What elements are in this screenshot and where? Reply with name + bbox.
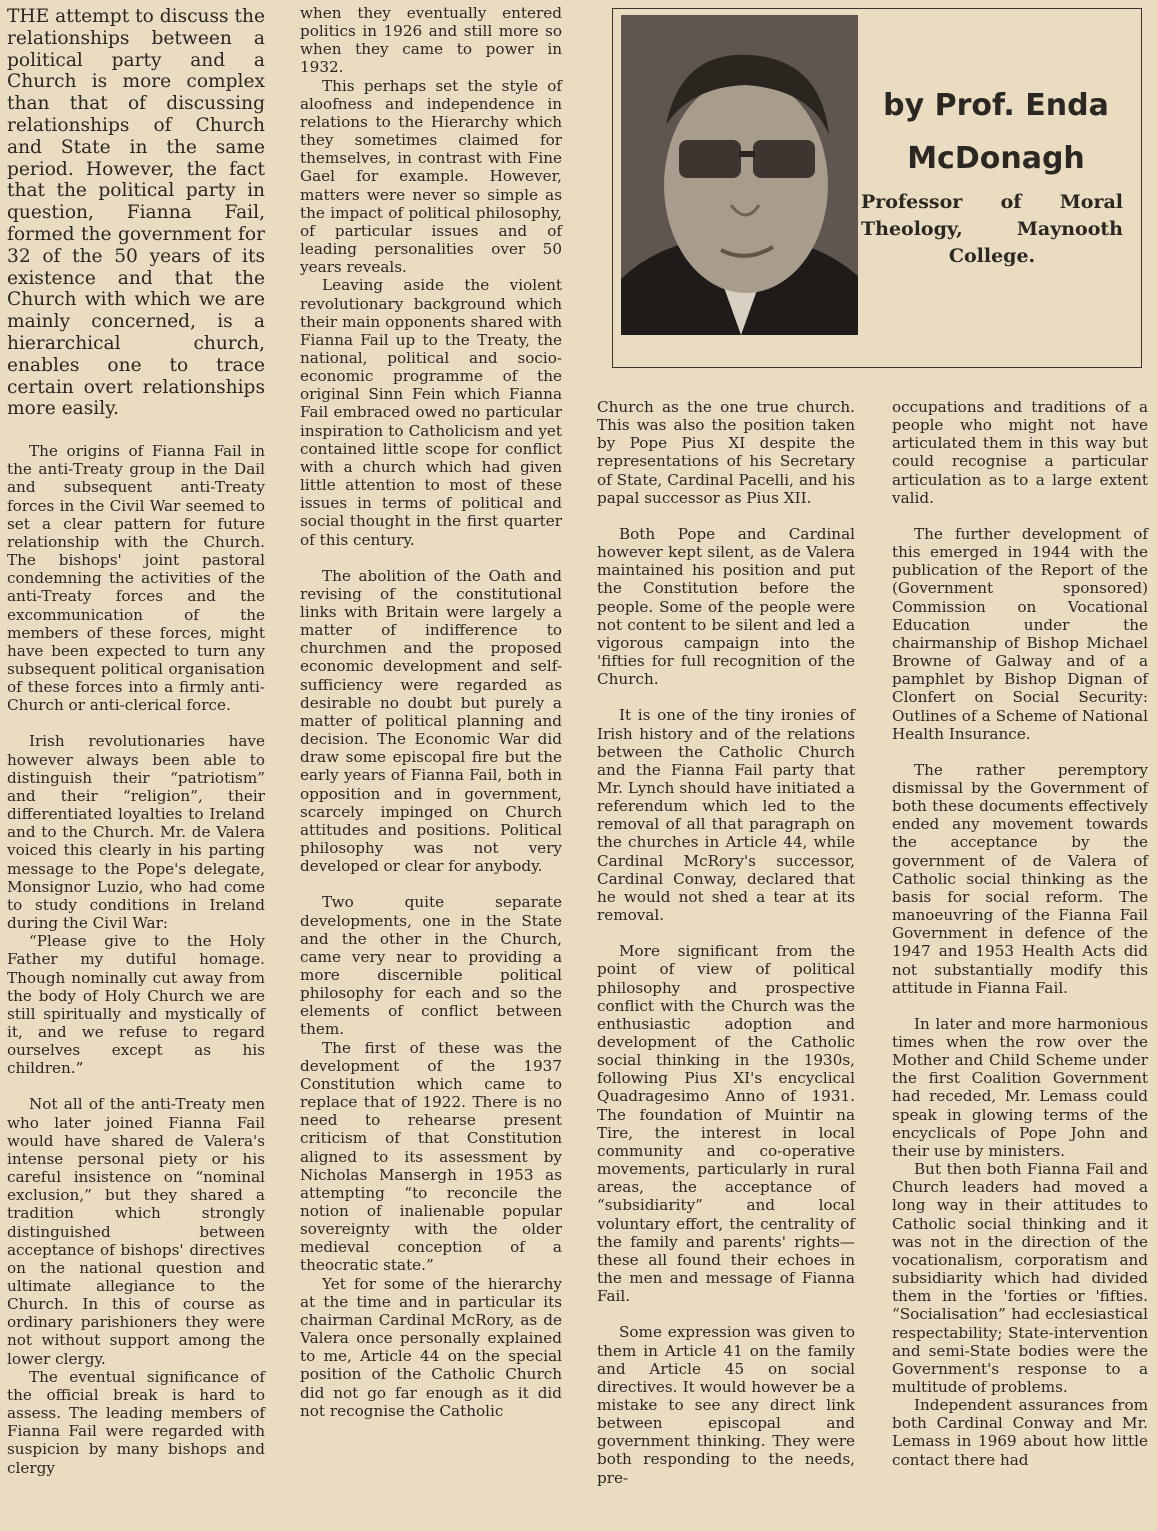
article-paragraph: But then both Fianna Fail and Church leaders had moved a long way in their attitudes to Catholic social thinking and it was not in the direction of the vocationalism, corporatism and subsidiarity which had divided them in the 'forties or 'fifties. “Socialisation” had ecclesiastical respectability; State-intervention and semi-State bodies were the Government's response to a multitude of problems.	[892, 1160, 1148, 1396]
article-paragraph: The rather peremptory dismissal by the Government of both these documents effectively ended any movement towards the acceptance by the government of de Valera of Catholic social thinking as the basis for social reform. The manoeuvring of the Fianna Fail Government in defence of the 1947 and 1953 Health Acts did not substantially modify this attitude in Fianna Fail.	[892, 760, 1148, 997]
author-title-line-3: College.	[948, 245, 1036, 267]
article-paragraph: Some expression was given to them in Article 41 on the family and Article 45 on social directives. It would however be a mistake to see any direct link between episcopal and government thinking. They were both responding to the needs, pre-	[597, 1323, 855, 1487]
article-paragraph: This perhaps set the style of aloofness and independence in relations to the Hierarchy which they sometimes claimed for themselves, in contrast with Fine Gael for example. However, matters were never so simple as the impact of political philosophy, of particular issues and of leading personalities over 50 years reveals.	[300, 76, 562, 277]
article-paragraph: The further development of this emerged in 1944 with the publication of the Report of the (Government sponsored) Commission on Vocational Education under the chairmanship of Bishop Michael Browne of Galway and of a pamphlet by Bishop Dignan of Clonfert on Social Security: Outlines of a Scheme of National Health Insurance.	[892, 524, 1148, 743]
lead-paragraph: THE attempt to discuss the relationships between a political party and a Church is more complex than that of discussing relationships of Church and State in the same period. However, the fact that the political party in question, Fianna Fail, formed the government for 32 of the 50 years of its existence and that the Church with which we are mainly concerned, is a hierarchical church, enables one to trace certain overt relationships more easily.	[7, 6, 265, 420]
byline-box	[612, 8, 1142, 368]
article-paragraph: Both Pope and Cardinal however kept silent, as de Valera maintained his position and put the Constitution before the people. Some of the people were not content to be silent and led a vigorous campaign into the 'fifties for full recognition of the Church.	[597, 524, 855, 689]
quote-paragraph: “Please give to the Holy Father my dutiful homage. Though nominally cut away from the body of Holy Church we are still spiritually and mystically of it, and we refuse to regard ourselves except as his children.”	[7, 932, 265, 1078]
article-paragraph: Two quite separate developments, one in the State and the other in the Church, came very near to providing a more discernible political philosophy for each and so the elements of conflict between them.	[300, 893, 562, 1039]
article-paragraph: Irish revolutionaries have however always been able to distinguish their “patriotism” and their “religion”, their differentiated loyalties to Ireland and to the Church. Mr. de Valera voiced this clearly in his parting message to the Pope's delegate, Monsignor Luzio, who had come to study conditions in Ireland during the Civil War:	[7, 732, 265, 933]
article-paragraph: The origins of Fianna Fail in the anti-Treaty group in the Dail and subsequent anti-Treaty forces in the Civil War seemed to set a clear pattern for future relationship with the Church. The bishops' joint pastoral condemning the activities of the anti-Treaty forces and the excommunication of the members of these forces, might have been expected to turn any subsequent political organisation of these forces into a firmly anti-Church or anti-clerical force.	[7, 442, 265, 715]
author-title	[861, 189, 1123, 270]
article-paragraph: Church as the one true church. This was also the position taken by Pope Pius XI despite the representations of his Secretary of State, Cardinal Pacelli, and his papal successor as Pius XII.	[597, 398, 855, 507]
article-column-3	[597, 398, 855, 1487]
article-paragraph: Leaving aside the violent revolutionary background which their main opponents shared with Fianna Fail up to the Treaty, the national, political and socio-economic programme of the original Sinn Fein which Fianna Fail embraced owed no particular inspiration to Catholicism and yet contained little scope for conflict with a church which had given little attention to most of these issues in terms of political and social thought in the first quarter of this century.	[300, 276, 562, 549]
article-paragraph: More significant from the point of view of political philosophy and prospective conflict with the Church was the enthusiastic adoption and development of the Catholic social thinking in the 1930s, following Pius XI's encyclical Quadragesimo Anno of 1931. The foundation of Muintir na Tire, the interest in local community and co-operative movements, particularly in rural areas, the acceptance of “subsidiarity” and local voluntary effort, the centrality of the family and parents' rights—these all found their echoes in the men and message of Fianna Fail.	[597, 942, 855, 1306]
article-paragraph: The abolition of the Oath and revising of the constitutional links with Britain were largely a matter of indifference to churchmen and the proposed economic development and self-sufficiency were regarded as desirable no doubt but purely a matter of political planning and decision. The Economic War did draw some episcopal fire but the early years of Fianna Fail, both in opposition and in government, scarcely impinged on Church attitudes and positions. Political philosophy was not very developed or clear for anybody.	[300, 566, 562, 876]
article-column-2	[300, 4, 562, 1420]
author-title-line-2: Theology, Maynooth	[861, 218, 1123, 240]
article-column-1	[7, 6, 265, 1477]
author-title-line-1: Professor of Moral	[861, 191, 1123, 213]
article-paragraph: Yet for some of the hierarchy at the time and in particular its chairman Cardinal McRory, as de Valera once personally explained to me, Article 44 on the special position of the Catholic Church did not go far enough as it did not recognise the Catholic	[300, 1274, 562, 1420]
author-portrait	[621, 15, 858, 335]
article-paragraph: In later and more harmonious times when the row over the Mother and Child Scheme under the first Coalition Government had receded, Mr. Lemass could speak in glowing terms of the encyclicals of Pope John and their use by ministers.	[892, 1014, 1148, 1160]
article-paragraph: The first of these was the development of the 1937 Constitution which came to replace that of 1922. There is no need to rehearse present criticism of that Constitution aligned to its assessment by Nicholas Mansergh in 1953 as attempting “to reconcile the notion of inalienable popular sovereignty with the older medieval conception of a theocratic state.”	[300, 1038, 562, 1275]
article-paragraph: It is one of the tiny ironies of Irish history and of the relations between the Catholic Church and the Fianna Fail party that Mr. Lynch should have initiated a referendum which led to the removal of all that paragraph on the churches in Article 44, while Cardinal McRory's successor, Cardinal Conway, declared that he would not shed a tear at its removal.	[597, 706, 855, 925]
article-paragraph: occupations and traditions of a people who might not have articulated them in this way but could recognise a particular articulation as to a large extent valid.	[892, 398, 1148, 507]
article-paragraph: Not all of the anti-Treaty men who later joined Fianna Fail would have shared de Valera's intense personal piety or his careful insistence on “nominal exclusion,” but they shared a tradition which strongly distinguished between acceptance of bishops' directives on the national question and ultimate allegiance to the Church. In this of course as ordinary parishioners they were not without support among the lower clergy.	[7, 1095, 265, 1368]
author-name	[861, 79, 1131, 185]
author-name-line-1: by Prof. Enda	[883, 88, 1109, 123]
author-name-line-2: McDonagh	[907, 141, 1085, 176]
article-column-4	[892, 398, 1148, 1469]
article-paragraph: when they eventually entered politics in 1926 and still more so when they came to power in 1932.	[300, 4, 562, 77]
article-paragraph: The eventual significance of the official break is hard to assess. The leading members of Fianna Fail were regarded with suspicion by many bishops and clergy	[7, 1367, 265, 1477]
article-paragraph: Independent assurances from both Cardinal Conway and Mr. Lemass in 1969 about how little contact there had	[892, 1396, 1148, 1469]
